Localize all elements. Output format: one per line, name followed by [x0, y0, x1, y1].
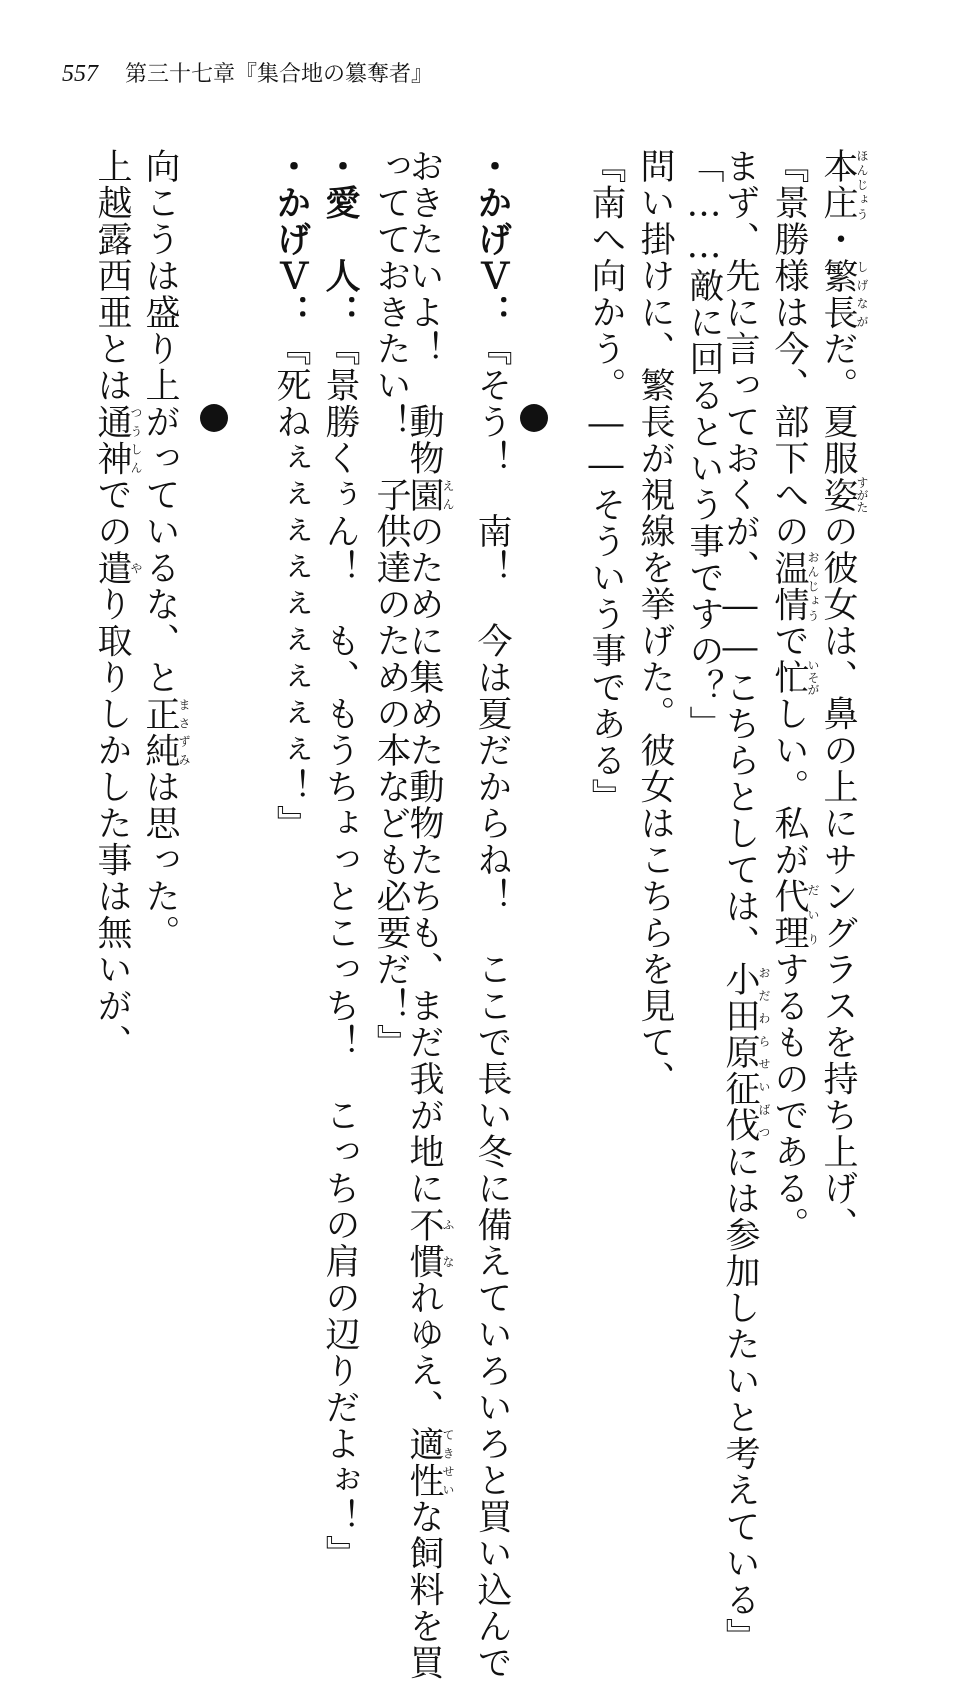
ruby-base: 園 — [404, 477, 444, 514]
text-line — [406, 148, 454, 1681]
ruby-reading: ふな — [441, 1207, 455, 1280]
running-header — [62, 62, 433, 86]
ruby-reading: だいり — [806, 878, 820, 951]
speaker-label: ・かげＶ： — [271, 148, 312, 331]
text-run: は思った。 — [140, 769, 180, 952]
text-run: には参加したいと考えている』 — [720, 1144, 760, 1655]
text-line — [722, 148, 770, 1655]
text-run: しい。私が — [769, 696, 809, 879]
text-run: 上越露西亜とは — [92, 148, 132, 404]
text-line: 『南へ向かう。――そういう事である』 — [588, 148, 623, 815]
text-line — [142, 148, 190, 951]
text-run: で — [769, 623, 809, 660]
text-run: での — [92, 477, 132, 550]
text-run: 『死ねぇぇぇぇぇぇぇぇぇ！』 — [271, 331, 311, 842]
ruby-reading: えん — [441, 477, 455, 514]
text-run: ・ — [818, 221, 858, 258]
ruby-base: 遣 — [92, 550, 132, 587]
ruby-reading: ほんじょう — [855, 148, 869, 221]
text-run: の彼女は、鼻の上にサングラスを持ち上げ、 — [818, 513, 858, 1243]
ruby-reading: すがた — [855, 477, 869, 514]
ruby-word — [769, 550, 809, 623]
ruby-reading: てきせい — [441, 1426, 455, 1499]
text-line — [322, 148, 358, 1572]
ruby-reading: いそが — [806, 659, 820, 696]
speaker-label: ・かげＶ： — [472, 148, 513, 331]
ruby-word — [140, 696, 180, 769]
text-line — [474, 148, 510, 1681]
ruby-word — [92, 404, 132, 477]
text-run: り取りしかした事は無いが、 — [92, 586, 132, 1061]
ruby-base: 繁長 — [818, 258, 858, 331]
ruby-reading: おんじょう — [806, 550, 820, 623]
ruby-base: 通神 — [92, 404, 132, 477]
ruby-reading: しげなが — [855, 258, 869, 331]
text-run: するものである。 — [769, 951, 809, 1243]
ruby-base: 小田原征伐 — [720, 961, 760, 1144]
ruby-base: 忙 — [769, 659, 809, 696]
ruby-base: 不慣 — [404, 1207, 444, 1280]
text-line — [820, 148, 868, 1243]
ruby-word — [720, 961, 760, 1144]
text-run: 向こうは盛り上がっているな、と — [140, 148, 180, 696]
section-divider-dot — [200, 404, 228, 432]
ruby-word — [818, 477, 858, 514]
ruby-reading: まさずみ — [177, 696, 191, 769]
ruby-base: 代理 — [769, 878, 809, 951]
text-run: への — [769, 477, 809, 550]
speaker-label: ・愛 人： — [320, 148, 361, 331]
text-line: 「……敵に回るという事ですの？」 — [686, 148, 721, 742]
ruby-word — [818, 258, 858, 331]
text-line — [771, 148, 819, 1243]
page-number: 557 — [62, 61, 98, 87]
ruby-base: 温情 — [769, 550, 809, 623]
text-line: ってておきたい！ 子供達のための本なども必要だ！』 — [373, 148, 408, 1061]
ruby-reading: や — [129, 550, 143, 587]
ruby-base: 姿 — [818, 477, 858, 514]
chapter-title: 第三十七章『集合地の簒奪者』 — [125, 62, 433, 87]
text-run: まず、先に言っておくが、――こちらとしては、 — [720, 148, 760, 961]
ruby-word — [404, 1207, 444, 1280]
text-run: 『そう！ 南！ 今は夏だからね！ ここで長い冬に備えていろいろと買い込んで — [472, 331, 512, 1681]
ruby-base: 本庄 — [818, 148, 858, 221]
text-run: おきたいよ！ 動物 — [404, 148, 444, 477]
text-run: 『景勝くぅん！ も、もうちょっとこっち！ こっちの肩の辺りだよぉ！』 — [320, 331, 360, 1572]
ruby-reading: おだわらせいばつ — [757, 961, 771, 1144]
ruby-word — [769, 659, 809, 696]
ruby-base: 適性 — [404, 1426, 444, 1499]
text-run: 『景勝様は今、部下 — [769, 148, 809, 477]
text-line — [94, 148, 142, 1061]
text-line — [273, 148, 309, 842]
text-line: 問い掛けに、繁長が視線を挙げた。彼女はこちらを見て、 — [637, 148, 672, 1097]
section-divider-dot — [520, 404, 548, 432]
ruby-reading: つうしん — [129, 404, 143, 477]
text-run: な飼料を買 — [404, 1499, 444, 1681]
ruby-word — [769, 878, 809, 951]
ruby-word — [404, 1426, 444, 1499]
ruby-word — [92, 550, 132, 587]
ruby-base: 正純 — [140, 696, 180, 769]
text-run: のために集めた動物たちも、まだ我が地に — [404, 513, 444, 1207]
ruby-word — [818, 148, 858, 221]
text-run: だ。夏服 — [818, 331, 858, 477]
text-run: れゆえ、 — [404, 1280, 444, 1426]
